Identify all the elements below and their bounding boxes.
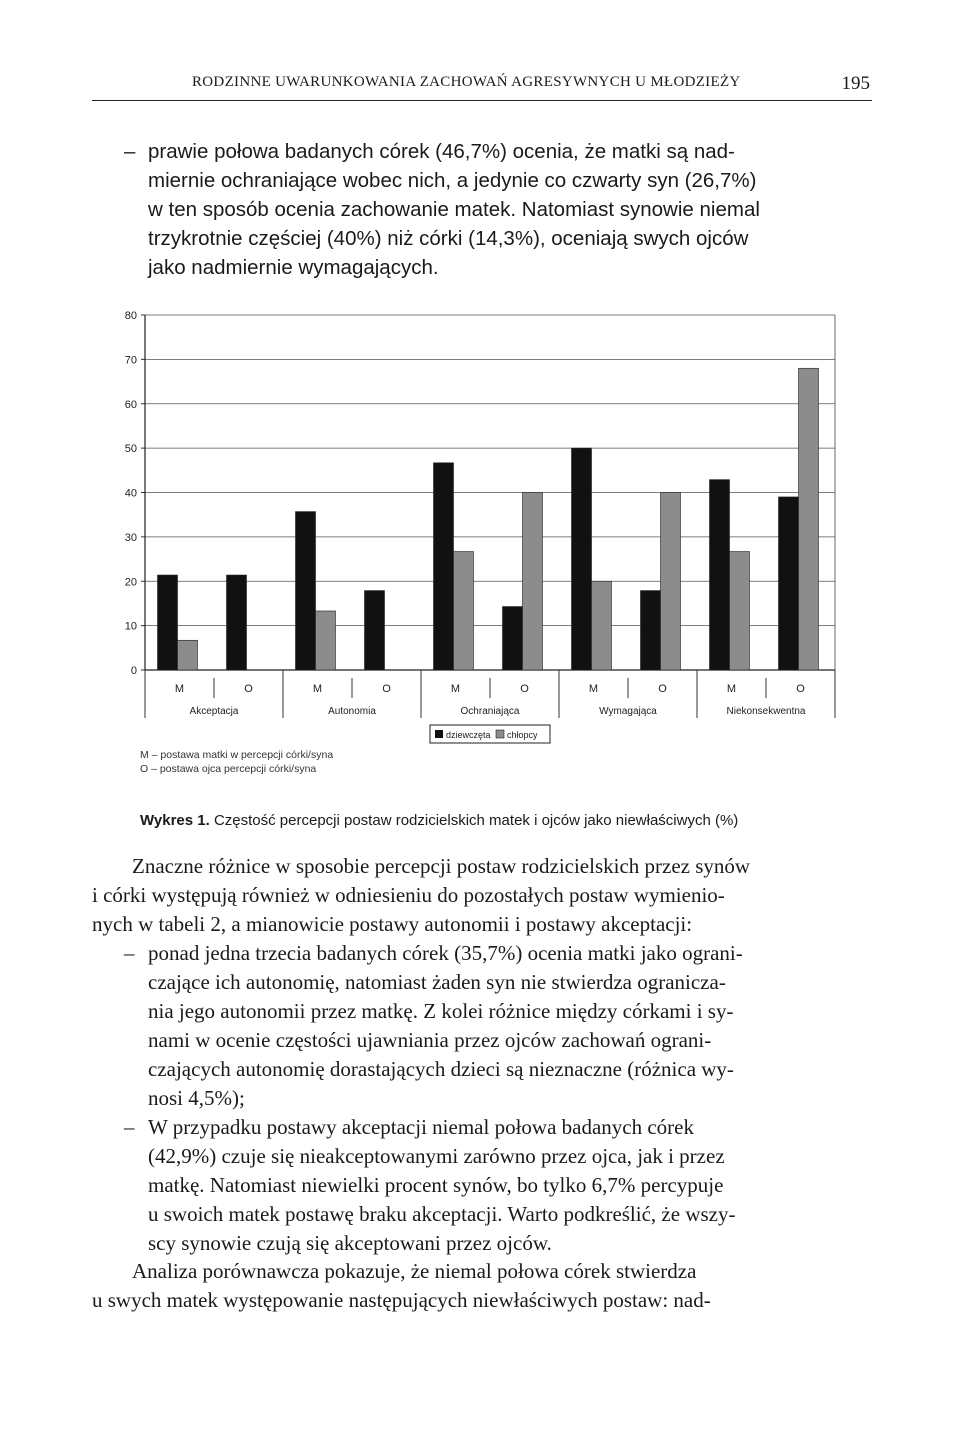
y-tick-label: 80 [124, 310, 137, 322]
list-item [124, 1113, 872, 1258]
x-tick-label: O [658, 683, 667, 695]
y-tick-label: 30 [124, 531, 137, 544]
chart-svg [100, 305, 860, 745]
bar-chlopcy [523, 493, 543, 671]
text-line: i córki występują również w odniesieniu do pozostałych postaw wymienio- [92, 883, 725, 907]
bar-dziewczeta [572, 448, 592, 670]
text-line: nami w ocenie częstości ujawniania przez ojców zachowań ograni- [148, 1028, 712, 1052]
group-label: Akceptacja [189, 706, 239, 717]
bar-dziewczeta [296, 512, 316, 670]
text-line: u swych matek występowanie następujących niewłaściwych postaw: nad- [92, 1288, 711, 1312]
figure-caption [140, 812, 860, 829]
x-tick-label: O [520, 683, 529, 695]
bar-dziewczeta [158, 575, 178, 670]
text-line: miernie ochraniające wobec nich, a jedynie co czwarty syn (26,7%) [148, 169, 757, 192]
text-line: ponad jedna trzecia badanych córek (35,7%) ocenia matki jako ograni- [148, 941, 743, 965]
running-title: RODZINNE UWARUNKOWANIA ZACHOWAŃ AGRESYWNYCH U MŁODZIEŻY [192, 74, 741, 90]
bar-chlopcy [592, 581, 612, 670]
bar-chlopcy [454, 552, 474, 670]
list-block [124, 939, 872, 1258]
legend-swatch-chlopcy [496, 730, 504, 738]
paragraph-1 [92, 852, 872, 939]
y-tick-label: 70 [124, 354, 137, 367]
text-line: W przypadku postawy akceptacji niemal połowa badanych córek [148, 1115, 694, 1139]
bar-chlopcy [316, 611, 336, 670]
bar-dziewczeta [503, 607, 523, 670]
x-tick-label: M [726, 683, 737, 695]
x-tick-label: M [588, 683, 599, 695]
chart-notes [140, 748, 333, 776]
text-line: nych w tabeli 2, a mianowicie postawy autonomii i postawy akceptacji: [92, 912, 693, 936]
x-tick-label: M [174, 683, 185, 695]
group-label: Niekonsekwentna [726, 706, 806, 717]
bar-dziewczeta [434, 463, 454, 670]
y-tick-label: 40 [124, 487, 137, 500]
x-tick-label: O [382, 683, 391, 695]
x-tick-label: M [450, 683, 461, 695]
text-line: Analiza porównawcza pokazuje, że niemal połowa córek stwierdza [132, 1259, 697, 1283]
legend-label: chłopcy [507, 730, 538, 740]
paragraph-2 [92, 1257, 872, 1315]
x-tick-label: O [244, 683, 253, 695]
list-dash: – [124, 140, 136, 163]
chart-note: M – postawa matki w percepcji córki/syna [140, 749, 334, 761]
text-line: jako nadmiernie wymagających. [148, 256, 439, 279]
text-line: trzykrotnie częściej (40%) niż córki (14,3%), oceniają swych ojców [148, 227, 749, 250]
text-line: czające ich autonomię, natomiast żaden syn nie stwierdza ogranicza- [148, 970, 726, 994]
text-line: Znaczne różnice w sposobie percepcji postaw rodzicielskich przez synów [132, 854, 751, 878]
text-line: u swoich matek postawę braku akceptacji. Warto podkreślić, że wszy- [148, 1202, 736, 1226]
y-tick-label: 10 [124, 620, 137, 633]
y-tick-label: 60 [124, 398, 137, 411]
group-label: Autonomia [328, 706, 376, 717]
group-label: Wymagająca [599, 706, 657, 717]
bar-dziewczeta [779, 497, 799, 670]
y-tick-label: 20 [124, 576, 137, 589]
page-number: 195 [841, 73, 870, 94]
x-tick-label: O [796, 683, 805, 695]
legend-swatch-dziewczeta [435, 730, 443, 738]
bar-chart [100, 305, 860, 785]
bar-dziewczeta [710, 480, 730, 670]
group-label: Ochraniająca [460, 706, 520, 717]
text-line: (42,9%) czuje się nieakceptowanymi zarówno przez ojca, jak i przez [148, 1144, 725, 1168]
top-paragraph [124, 137, 872, 282]
text-line: scy synowie czują się akceptowani przez ojców. [148, 1231, 552, 1255]
text-line: nosi 4,5%); [148, 1086, 245, 1110]
text-line: prawie połowa badanych córek (46,7%) ocenia, że matki są nad- [148, 140, 735, 163]
y-tick-label: 50 [124, 443, 137, 456]
bar-chlopcy [178, 640, 198, 670]
bar-chlopcy [799, 368, 819, 670]
text-line: matkę. Natomiast niewielki procent synów, bo tylko 6,7% percypuje [148, 1173, 724, 1197]
list-item [124, 137, 872, 282]
text-line: nia jego autonomii przez matkę. Z kolei różnice między córkami i sy- [148, 999, 734, 1023]
y-tick-label: 0 [130, 665, 137, 677]
bar-dziewczeta [227, 575, 247, 670]
text-line: czających autonomię dorastających dzieci są nieznaczne (różnica wy- [148, 1057, 734, 1081]
caption-text: Częstość percepcji postaw rodzicielskich matek i ojców jako niewłaściwych (%) [213, 812, 739, 829]
legend-label: dziewczęta [446, 730, 491, 740]
bar-chlopcy [661, 493, 681, 671]
bar-dziewczeta [365, 591, 385, 670]
list-item [124, 939, 872, 1113]
bar-chlopcy [730, 552, 750, 670]
x-tick-label: M [312, 683, 323, 695]
list-dash: – [124, 941, 135, 965]
bar-dziewczeta [641, 591, 661, 670]
caption-label: Wykres 1. [140, 812, 210, 829]
list-dash: – [124, 1115, 135, 1139]
running-header [92, 70, 872, 101]
chart-note: O – postawa ojca percepcji córki/syna [140, 763, 317, 775]
text-line: w ten sposób ocenia zachowanie matek. Natomiast synowie niemal [148, 198, 760, 221]
